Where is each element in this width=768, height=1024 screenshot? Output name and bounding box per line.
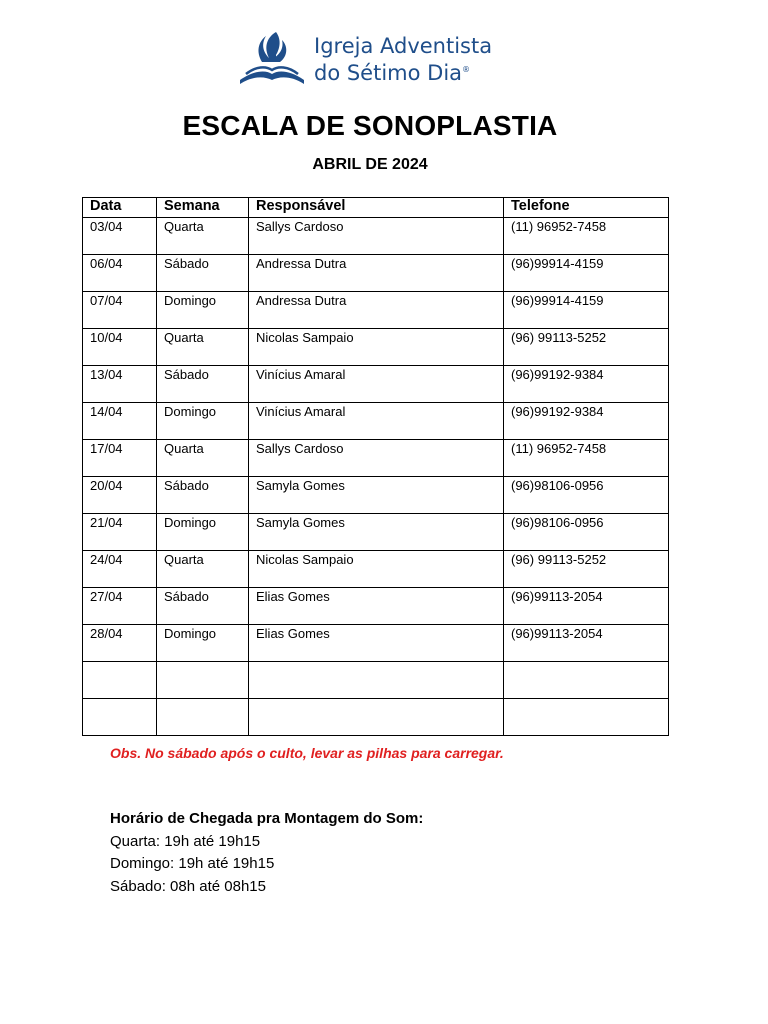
cell-phone: (96)99113-2054 bbox=[504, 588, 669, 625]
arrival-line: Sábado: 08h até 08h15 bbox=[110, 877, 266, 895]
table-row bbox=[83, 440, 669, 477]
cell-responsible bbox=[249, 662, 504, 699]
cell-date: 13/04 bbox=[83, 366, 157, 403]
cell-date: 28/04 bbox=[83, 625, 157, 662]
column-header-date: Data bbox=[83, 198, 157, 218]
table-row bbox=[83, 699, 669, 736]
cell-weekday: Quarta bbox=[157, 329, 249, 366]
table-row bbox=[83, 366, 669, 403]
observation-note: Obs. No sábado após o culto, levar as pilhas para carregar. bbox=[110, 745, 504, 761]
cell-phone bbox=[504, 699, 669, 736]
column-header-weekday: Semana bbox=[157, 198, 249, 218]
cell-phone: (96)99914-4159 bbox=[504, 255, 669, 292]
arrival-title: Horário de Chegada pra Montagem do Som: bbox=[110, 810, 424, 827]
cell-phone bbox=[504, 662, 669, 699]
cell-phone: (96)98106-0956 bbox=[504, 477, 669, 514]
table-row bbox=[83, 218, 669, 255]
table-row bbox=[83, 625, 669, 662]
cell-phone: (96)99192-9384 bbox=[504, 366, 669, 403]
table-row bbox=[83, 514, 669, 551]
schedule-table bbox=[82, 197, 669, 736]
cell-responsible: Vinícius Amaral bbox=[249, 366, 504, 403]
cell-weekday bbox=[157, 662, 249, 699]
table-body bbox=[83, 218, 669, 736]
cell-responsible: Sallys Cardoso bbox=[249, 218, 504, 255]
cell-phone: (96)98106-0956 bbox=[504, 514, 669, 551]
church-name-line1: Igreja Adventista bbox=[314, 34, 493, 58]
cell-weekday: Domingo bbox=[157, 403, 249, 440]
cell-responsible: Samyla Gomes bbox=[249, 477, 504, 514]
page-title: ESCALA DE SONOPLASTIA bbox=[182, 110, 558, 141]
cell-date: 27/04 bbox=[83, 588, 157, 625]
cell-responsible: Elias Gomes bbox=[249, 588, 504, 625]
cell-date bbox=[83, 699, 157, 736]
church-name bbox=[314, 34, 492, 85]
cell-phone: (96)99113-2054 bbox=[504, 625, 669, 662]
table-row bbox=[83, 329, 669, 366]
cell-responsible: Nicolas Sampaio bbox=[249, 329, 504, 366]
table-row bbox=[83, 588, 669, 625]
cell-phone: (96) 99113-5252 bbox=[504, 329, 669, 366]
church-logo bbox=[236, 28, 506, 88]
cell-date: 06/04 bbox=[83, 255, 157, 292]
cell-date: 20/04 bbox=[83, 477, 157, 514]
cell-responsible: Elias Gomes bbox=[249, 625, 504, 662]
cell-date bbox=[83, 662, 157, 699]
cell-date: 07/04 bbox=[83, 292, 157, 329]
cell-weekday: Domingo bbox=[157, 514, 249, 551]
cell-responsible: Nicolas Sampaio bbox=[249, 551, 504, 588]
column-header-responsible: Responsável bbox=[249, 198, 504, 218]
table-row bbox=[83, 551, 669, 588]
cell-weekday: Domingo bbox=[157, 292, 249, 329]
adventist-flame-bible-icon bbox=[236, 28, 308, 88]
page-subtitle: ABRIL DE 2024 bbox=[312, 156, 428, 173]
cell-responsible: Samyla Gomes bbox=[249, 514, 504, 551]
cell-responsible: Vinícius Amaral bbox=[249, 403, 504, 440]
table-row bbox=[83, 662, 669, 699]
column-header-phone: Telefone bbox=[504, 198, 669, 218]
cell-weekday: Domingo bbox=[157, 625, 249, 662]
cell-weekday bbox=[157, 699, 249, 736]
table-row bbox=[83, 477, 669, 514]
cell-weekday: Quarta bbox=[157, 551, 249, 588]
cell-responsible: Andressa Dutra bbox=[249, 292, 504, 329]
cell-responsible bbox=[249, 699, 504, 736]
cell-phone: (96)99192-9384 bbox=[504, 403, 669, 440]
cell-weekday: Quarta bbox=[157, 218, 249, 255]
cell-phone: (96)99914-4159 bbox=[504, 292, 669, 329]
cell-weekday: Sábado bbox=[157, 588, 249, 625]
cell-date: 24/04 bbox=[83, 551, 157, 588]
arrival-line: Quarta: 19h até 19h15 bbox=[110, 832, 261, 850]
cell-date: 21/04 bbox=[83, 514, 157, 551]
table-header-row bbox=[83, 198, 669, 218]
cell-responsible: Sallys Cardoso bbox=[249, 440, 504, 477]
cell-phone: (96) 99113-5252 bbox=[504, 551, 669, 588]
cell-date: 03/04 bbox=[83, 218, 157, 255]
cell-weekday: Sábado bbox=[157, 255, 249, 292]
cell-date: 10/04 bbox=[83, 329, 157, 366]
church-name-line2: do Sétimo Dia® bbox=[314, 61, 471, 85]
table-row bbox=[83, 403, 669, 440]
cell-phone: (11) 96952-7458 bbox=[504, 218, 669, 255]
cell-phone: (11) 96952-7458 bbox=[504, 440, 669, 477]
arrival-line: Domingo: 19h até 19h15 bbox=[110, 855, 275, 872]
cell-responsible: Andressa Dutra bbox=[249, 255, 504, 292]
arrival-schedule bbox=[110, 808, 423, 898]
cell-date: 14/04 bbox=[83, 403, 157, 440]
table-row bbox=[83, 292, 669, 329]
cell-date: 17/04 bbox=[83, 440, 157, 477]
cell-weekday: Sábado bbox=[157, 477, 249, 514]
cell-weekday: Sábado bbox=[157, 366, 249, 403]
table-row bbox=[83, 255, 669, 292]
cell-weekday: Quarta bbox=[157, 440, 249, 477]
